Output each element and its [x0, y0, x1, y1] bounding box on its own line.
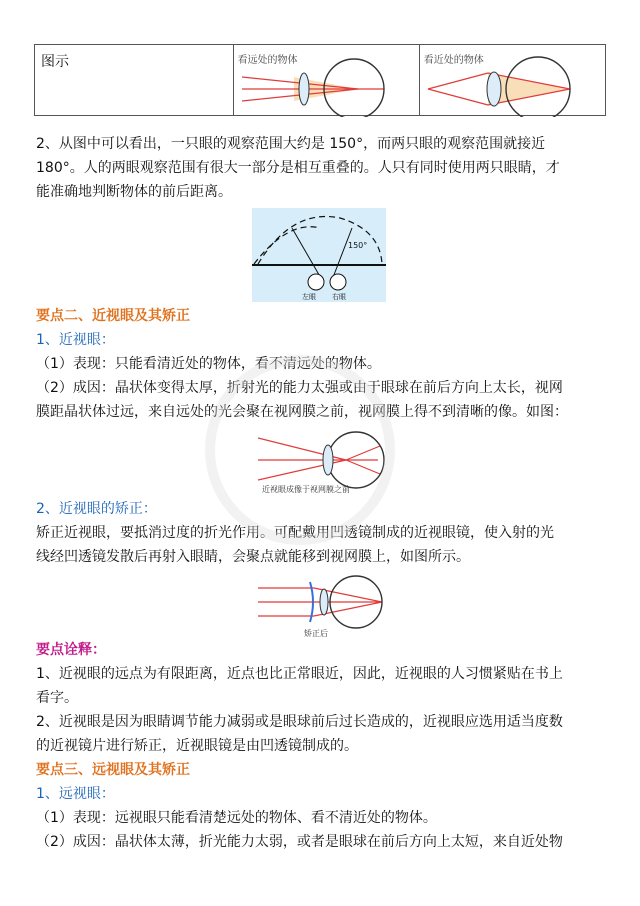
- range-line-2: 180°。人的两眼观察范围有很大一部分是相互重叠的。人只有同时使用两只眼睛，才: [36, 160, 560, 176]
- section-3-heading: 要点三、远视眼及其矫正: [36, 762, 190, 778]
- myopia-correction: [36, 497, 610, 569]
- notes-heading: 要点诠释：: [36, 642, 106, 658]
- note-1-line-2: 看字。: [36, 690, 78, 706]
- note-2-line-1: 2、近视眼是因为眼睛调节能力减弱或是眼球前后过长造成的，近视眼应选用适当度数: [36, 714, 563, 730]
- note-2-line-2: 的近视镜片进行矫正，近视眼镜是由凹透镜制成的。: [36, 738, 358, 754]
- note-1-line-1: 1、近视眼的远点为有限距离，近点也比正常眼近，因此，近视眼的人习惯紧贴在书上: [36, 666, 563, 682]
- left-eye-label: 左眼: [302, 293, 316, 301]
- table-label: 图示: [35, 45, 234, 116]
- right-eye-label: 右眼: [332, 293, 346, 301]
- far-caption: 看远处的物体: [237, 55, 298, 66]
- corrected-figure-caption: 矫正后: [304, 629, 328, 638]
- near-caption: 看近处的物体: [423, 55, 484, 66]
- correction-line-1: 矫正近视眼，要抵消过度的折光作用。可配戴用凹透镜制成的近视眼镜，使入射的光: [36, 525, 554, 541]
- myopia-cause-line-2: 膜距晶状体过远，来自远处的光会聚在视网膜之前，视网膜上得不到清晰的像。如图：: [36, 404, 568, 420]
- myopia-subheading: 1、近视眼：: [36, 332, 115, 348]
- corrected-figure: [258, 574, 388, 640]
- myopia-cause-line-1: （2）成因：晶状体变得太厚，折射光的能力太强或由于眼球在前后方向上太长，视网: [36, 380, 563, 396]
- vision-field-figure: [252, 208, 386, 302]
- far-object-figure: [233, 45, 419, 116]
- myopia-figure: [258, 420, 388, 494]
- myopia-symptom: （1）表现：只能看清近处的物体，看不清远处的物体。: [36, 356, 381, 372]
- section-2-heading: 要点二、近视眼及其矫正: [36, 308, 190, 324]
- angle-label: 150°: [348, 241, 368, 250]
- figure-table: [34, 44, 606, 116]
- notes-section: [36, 638, 610, 758]
- correction-line-2: 线经凹透镜发散后再射入眼睛，会聚点就能移到视网膜上，如图所示。: [36, 549, 470, 565]
- section-3: [36, 758, 610, 854]
- hyperopia-symptom: （1）表现：远视眼只能看清楚远处的物体、看不清近处的物体。: [36, 810, 437, 826]
- myopia-figure-caption: 近视眼成像于视网膜之前: [262, 485, 350, 494]
- hyperopia-cause-line-1: （2）成因：晶状体太薄，折光能力太弱，或者是眼球在前后方向上太短，来自近处物: [36, 834, 563, 850]
- correction-subheading: 2、近视眼的矫正：: [36, 501, 157, 517]
- range-line-3: 能准确地判断物体的前后距离。: [36, 184, 232, 200]
- range-line-1: 2、从图中可以看出，一只眼的观察范围大约是 150°，而两只眼的观察范围就接近: [36, 136, 546, 152]
- hyperopia-subheading: 1、远视眼：: [36, 786, 115, 802]
- near-object-figure: [419, 45, 605, 116]
- range-paragraph: [36, 132, 610, 204]
- section-2: [36, 304, 610, 424]
